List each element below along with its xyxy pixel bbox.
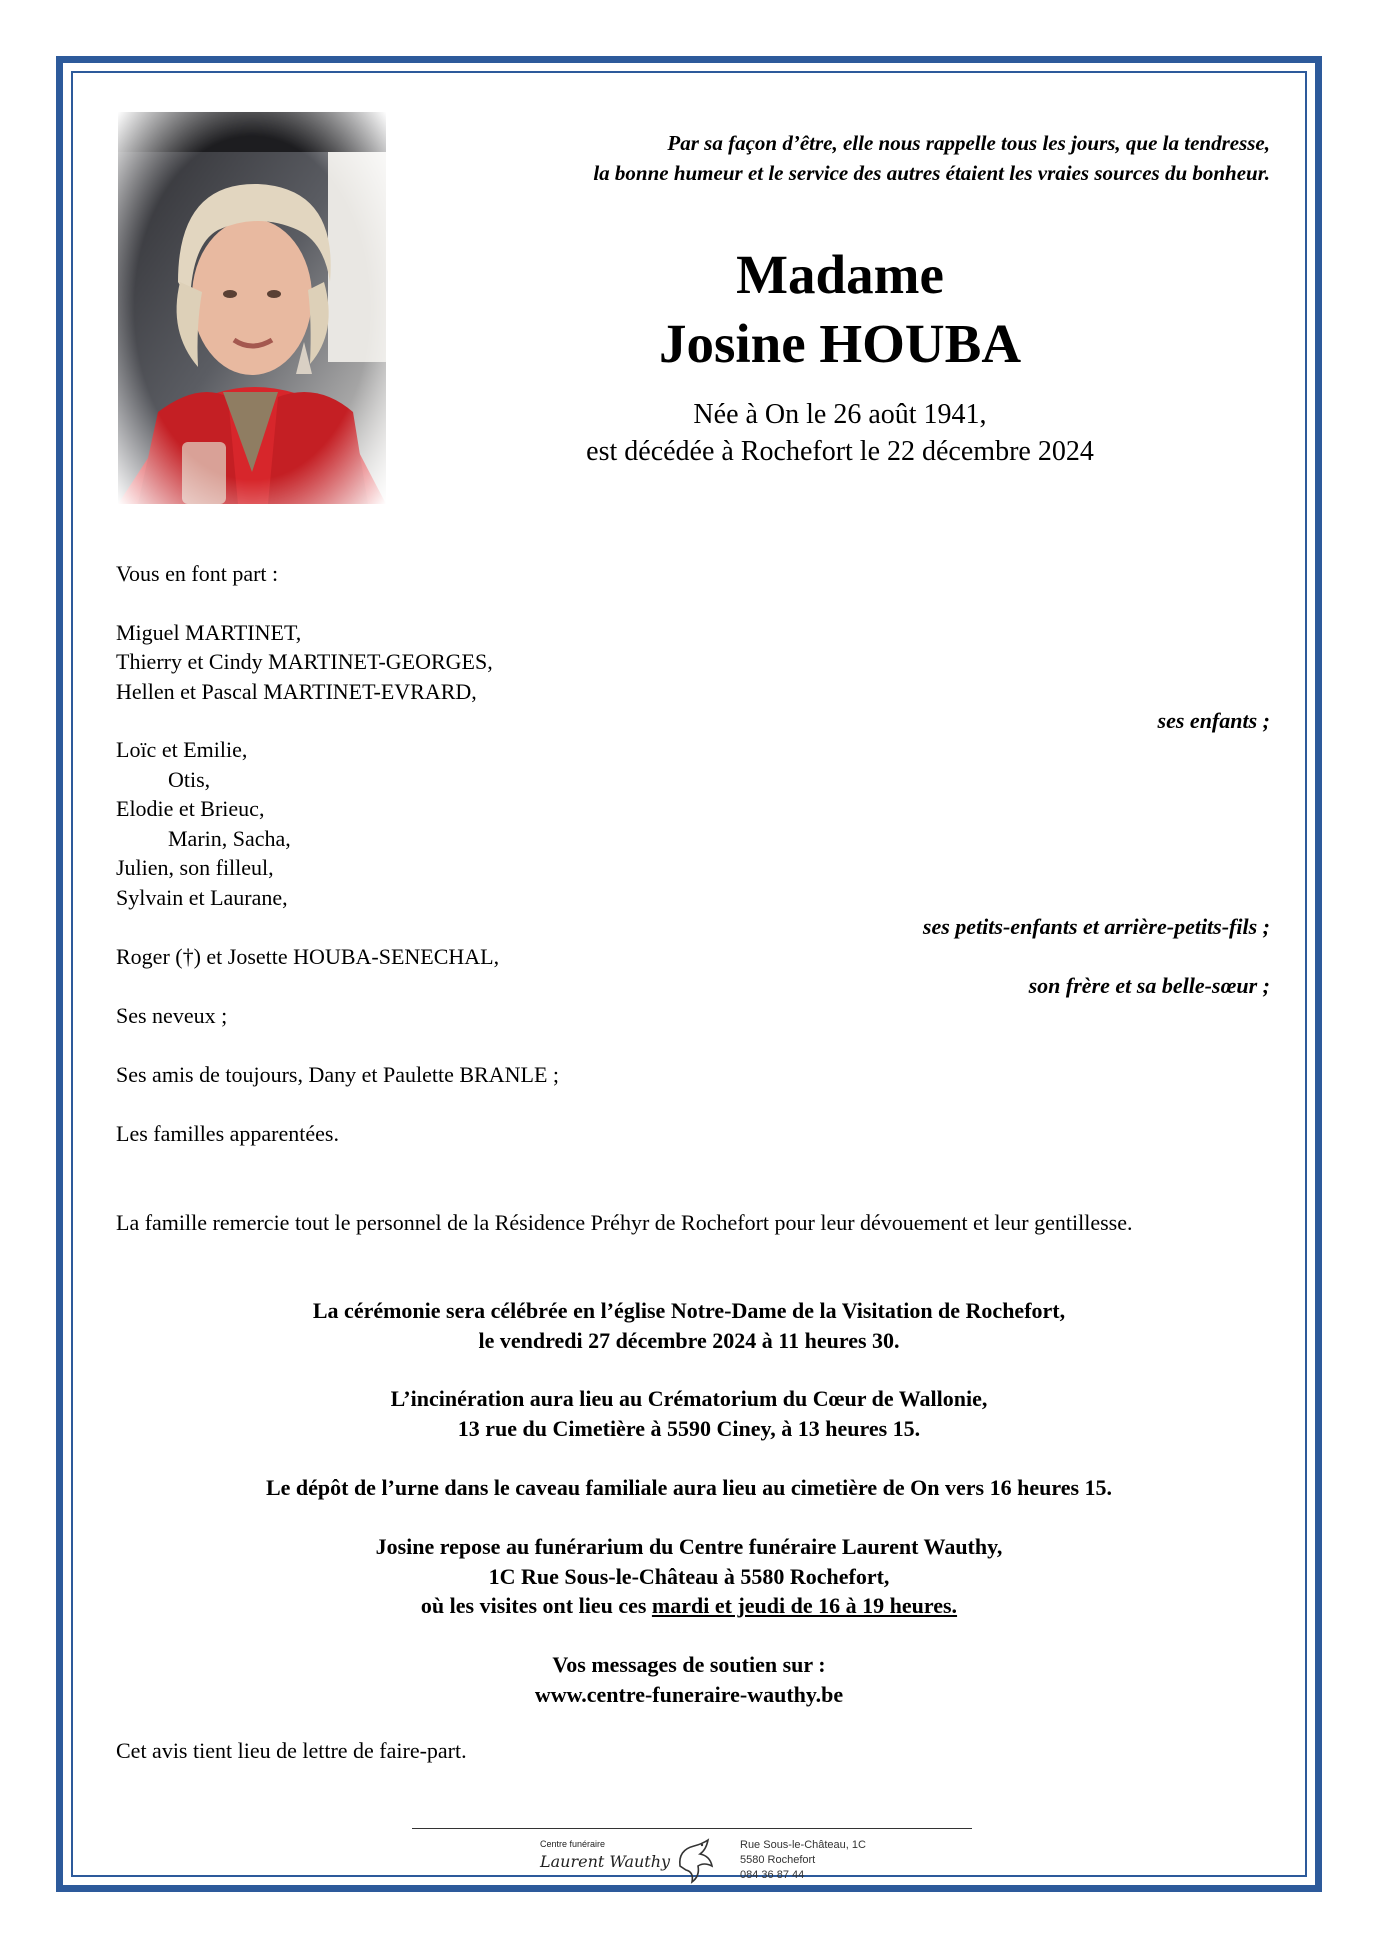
website-link[interactable]: www.centre-funeraire-wauthy.be bbox=[534, 1681, 844, 1707]
ceremony-line-2: le vendredi 27 décembre 2024 à 11 heures 30. bbox=[478, 1327, 900, 1353]
funerarium-line-3 bbox=[116, 1591, 1262, 1621]
closing-line: Cet avis tient lieu de lettre de faire-part. bbox=[116, 1738, 467, 1763]
visits-hours: mardi et jeudi de 16 à 19 heures. bbox=[651, 1593, 958, 1618]
sibling-line: Roger (†) et Josette HOUBA-SENECHAL, bbox=[116, 944, 500, 969]
honorific: Madame bbox=[736, 244, 944, 305]
portrait-illustration bbox=[118, 112, 386, 504]
grandchild-1: Loïc et Emilie, bbox=[116, 737, 248, 762]
ceremony-info bbox=[116, 1296, 1262, 1355]
funerarium-info bbox=[116, 1532, 1262, 1621]
children-role: ses enfants ; bbox=[1157, 708, 1270, 733]
visits-prefix: où les visites ont lieu ces bbox=[420, 1593, 652, 1618]
nephews-line: Ses neveux ; bbox=[116, 1003, 228, 1028]
logo-name: Laurent Wauthy bbox=[540, 1852, 671, 1871]
child-1: Miguel MARTINET, bbox=[116, 620, 302, 645]
ceremony-line-1: La cérémonie sera célébrée en l’église Notre-Dame de la Visitation de Rochefort, bbox=[312, 1298, 1066, 1323]
portrait-photo bbox=[118, 112, 386, 504]
grandchild-3: Elodie et Brieuc, bbox=[116, 796, 265, 821]
urn-info: Le dépôt de l’urne dans le caveau familiale aura lieu au cimetière de On vers 16 heures 15. bbox=[265, 1475, 1113, 1500]
messages-info bbox=[116, 1650, 1262, 1709]
families-line: Les familles apparentées. bbox=[116, 1121, 339, 1146]
cremation-line-2: 13 rue du Cimetière à 5590 Ciney, à 13 heures 15. bbox=[457, 1415, 921, 1441]
child-2: Thierry et Cindy MARTINET-GEORGES, bbox=[116, 649, 493, 674]
sibling-role: son frère et sa belle-sœur ; bbox=[1028, 973, 1270, 998]
grandchild-6: Sylvain et Laurane, bbox=[116, 885, 288, 910]
funeral-home-logo bbox=[540, 1836, 880, 1886]
quote-line-2: la bonne humeur et le service des autres étaient les vraies sources du bonheur. bbox=[593, 161, 1270, 185]
grandchild-4: Marin, Sacha, bbox=[168, 826, 291, 851]
messages-line: Vos messages de soutien sur : bbox=[552, 1652, 826, 1677]
intro-line: Vous en font part : bbox=[116, 561, 279, 586]
death-line: est décédée à Rochefort le 22 décembre 2024 bbox=[586, 436, 1094, 467]
address-line-1: Rue Sous-le-Château, 1C bbox=[740, 1839, 866, 1851]
footer-divider bbox=[412, 1828, 972, 1829]
funerarium-line-2: 1C Rue Sous-le-Château à 5580 Rochefort, bbox=[488, 1563, 890, 1589]
dove-icon bbox=[672, 1836, 718, 1884]
phone-number: 084 36 87 44 bbox=[740, 1869, 805, 1881]
address-line-2: 5580 Rochefort bbox=[740, 1854, 816, 1866]
footer-address bbox=[740, 1838, 866, 1883]
grandchild-5: Julien, son filleul, bbox=[116, 855, 274, 880]
grandchildren-role: ses petits-enfants et arrière-petits-fils ; bbox=[922, 914, 1270, 939]
logo-subtitle: Centre funéraire bbox=[540, 1839, 606, 1849]
birth-line: Née à On le 26 août 1941, bbox=[693, 399, 987, 430]
child-3: Hellen et Pascal MARTINET-EVRARD, bbox=[116, 679, 477, 704]
funerarium-line-1: Josine repose au funérarium du Centre funéraire Laurent Wauthy, bbox=[375, 1534, 1003, 1559]
cremation-info bbox=[116, 1384, 1262, 1443]
cremation-line-1: L’incinération aura lieu au Crématorium du Cœur de Wallonie, bbox=[390, 1386, 988, 1411]
grandchild-2: Otis, bbox=[168, 767, 211, 792]
thanks-paragraph: La famille remercie tout le personnel de la Résidence Préhyr de Rochefort pour leur dévouement et leur gentillesse. bbox=[116, 1210, 1133, 1235]
deceased-name: Josine HOUBA bbox=[658, 313, 1022, 374]
quote-line-1: Par sa façon d’être, elle nous rappelle tous les jours, que la tendresse, bbox=[667, 131, 1270, 155]
friends-line: Ses amis de toujours, Dany et Paulette BRANLE ; bbox=[116, 1062, 559, 1087]
memorial-quote bbox=[390, 128, 1270, 188]
